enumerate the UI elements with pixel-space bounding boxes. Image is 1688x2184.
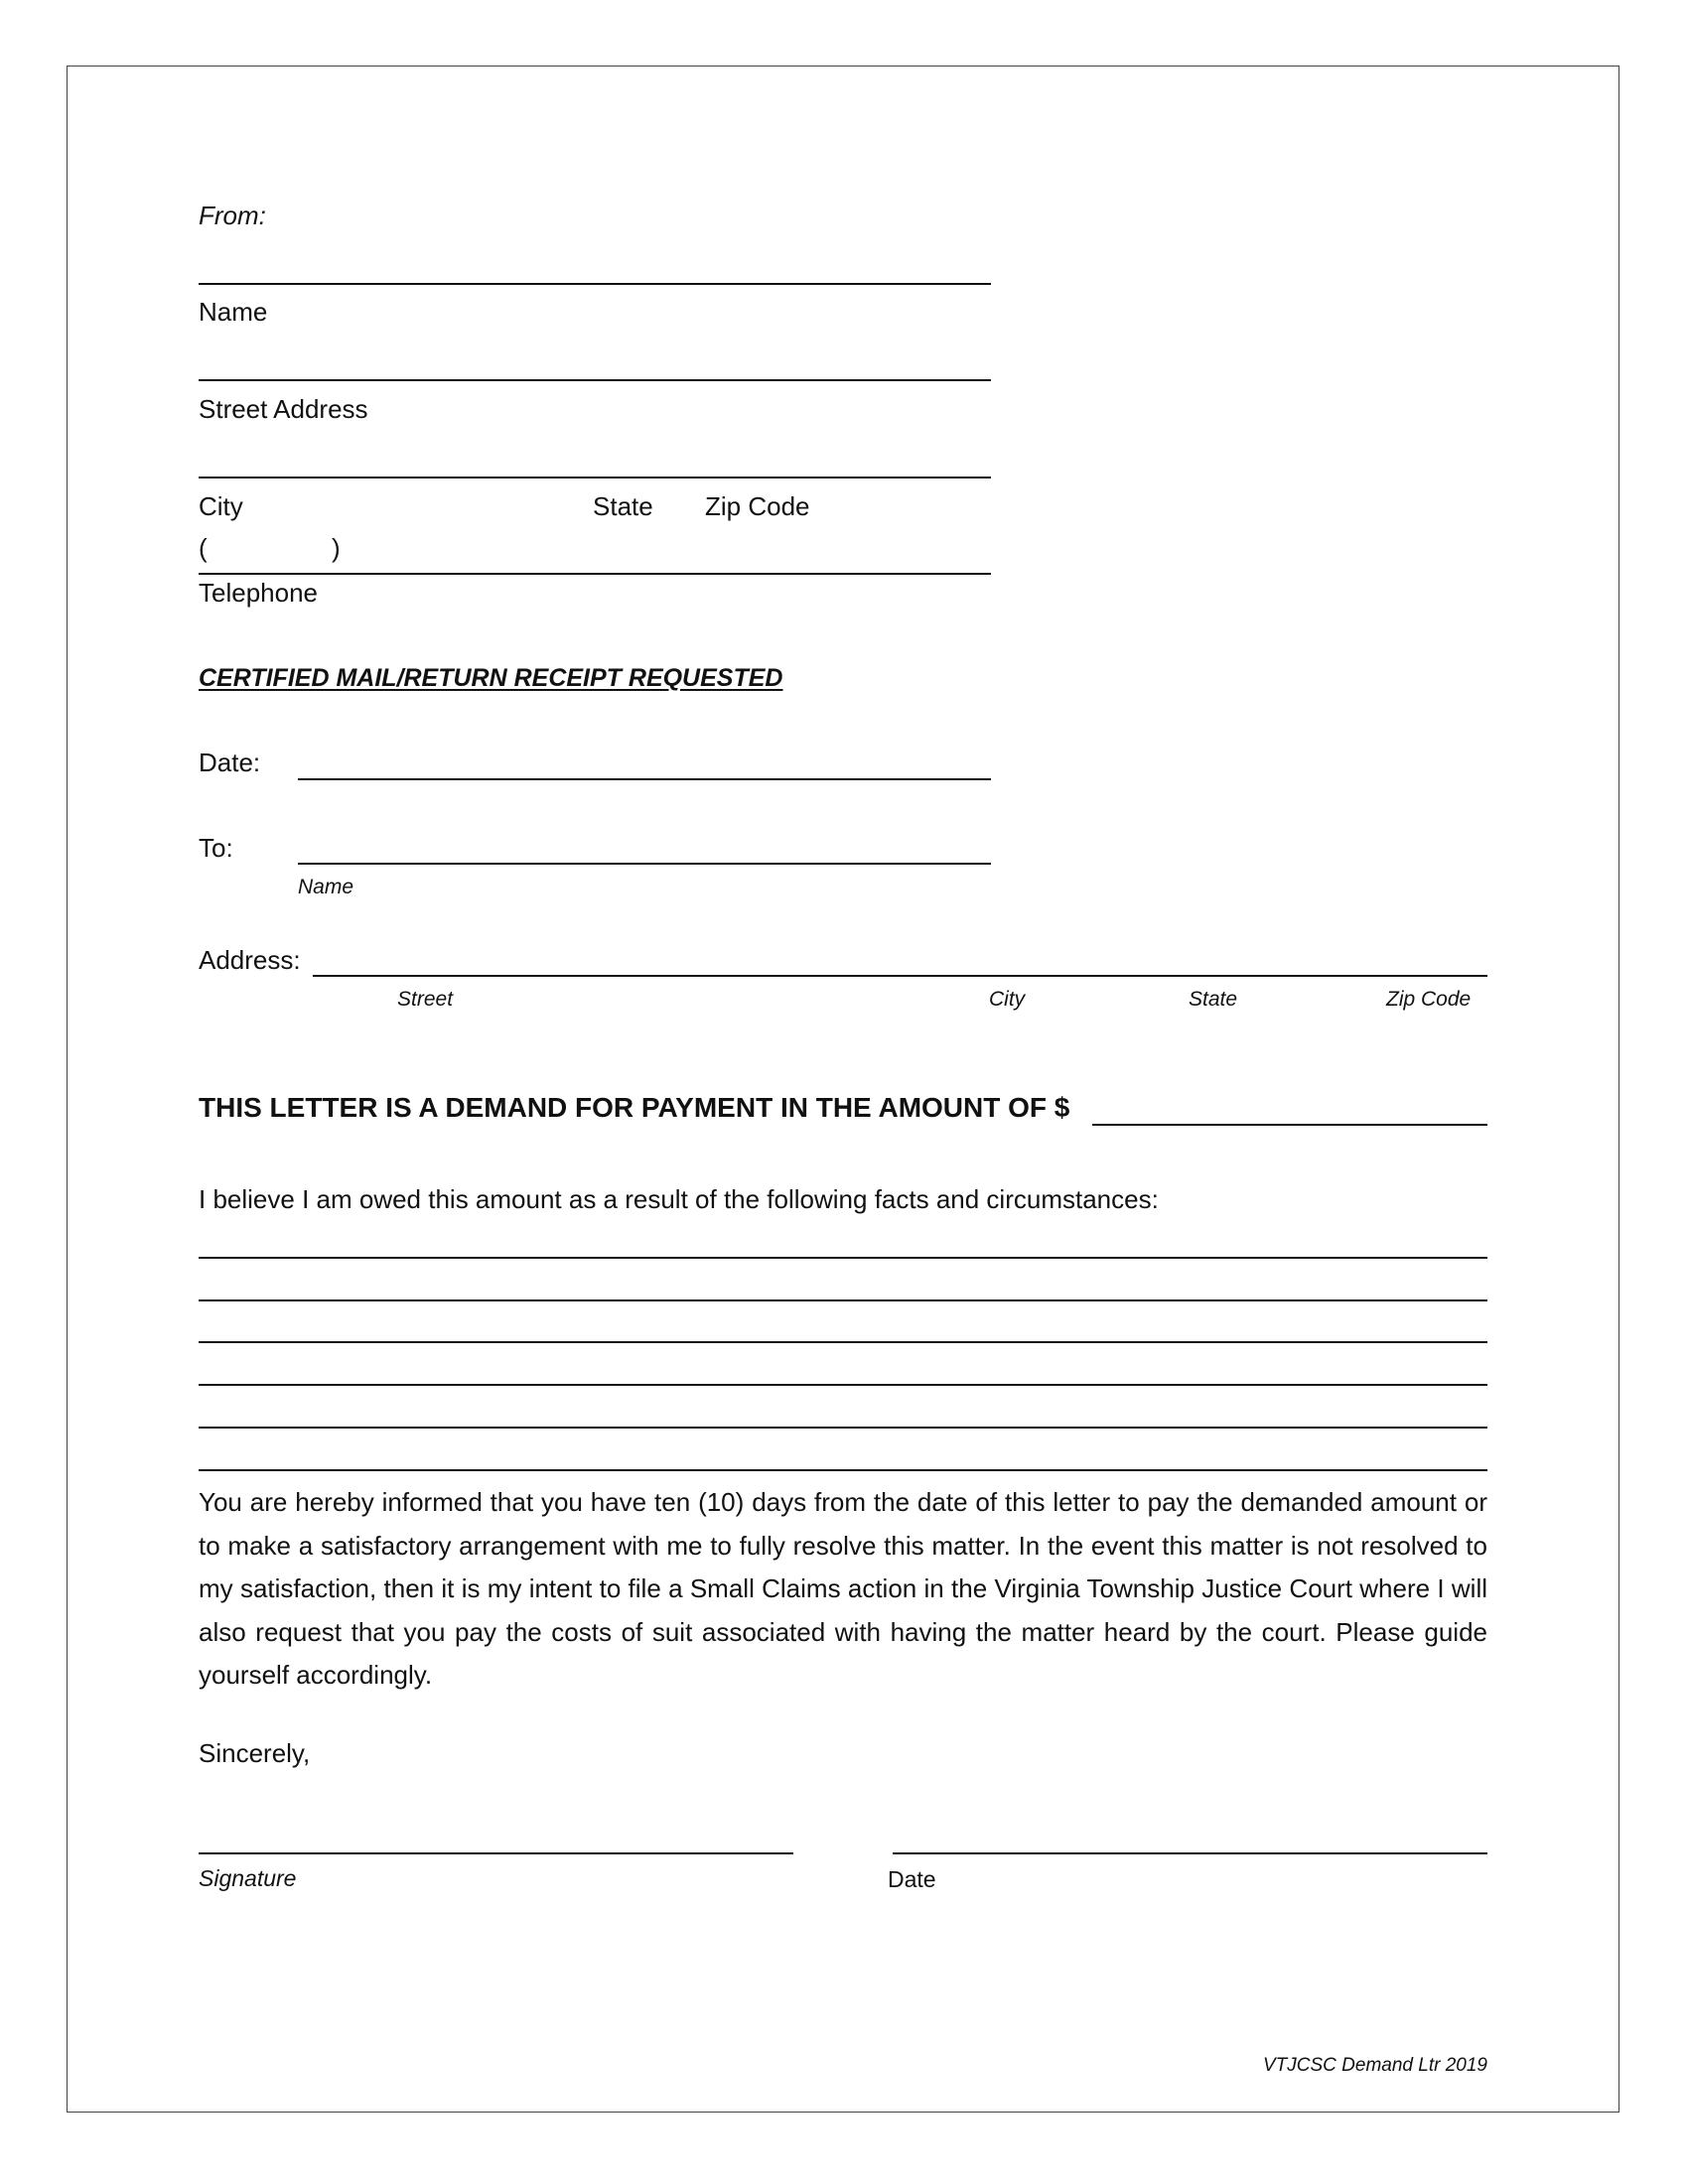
sender-zip-label: Zip Code: [705, 491, 810, 521]
sender-street-field[interactable]: [199, 379, 991, 381]
facts-line-6[interactable]: [199, 1469, 1487, 1471]
closing-salutation: Sincerely,: [199, 1738, 311, 1768]
sender-state-label: State: [593, 491, 653, 521]
demand-amount-field[interactable]: [1092, 1124, 1487, 1126]
sender-city-label: City: [199, 491, 243, 521]
sender-street-label: Street Address: [199, 394, 368, 424]
facts-intro: I believe I am owed this amount as a result of the following facts and circumstances:: [199, 1184, 1159, 1214]
recipient-name-field[interactable]: [298, 863, 991, 865]
signature-date-field[interactable]: [893, 1852, 1487, 1854]
sender-telephone-label: Telephone: [199, 578, 318, 608]
facts-line-2[interactable]: [199, 1299, 1487, 1301]
facts-line-5[interactable]: [199, 1427, 1487, 1429]
sender-city-state-zip-field[interactable]: [199, 477, 991, 478]
certified-mail-notice: CERTIFIED MAIL/RETURN RECEIPT REQUESTED: [199, 664, 783, 692]
recipient-address-field[interactable]: [313, 975, 1487, 977]
recipient-name-caption: Name: [298, 876, 354, 898]
signature-date-label: Date: [888, 1866, 936, 1892]
address-street-caption: Street: [397, 988, 454, 1011]
sender-telephone-field[interactable]: [199, 573, 991, 575]
facts-line-1[interactable]: [199, 1257, 1487, 1259]
demand-heading: THIS LETTER IS A DEMAND FOR PAYMENT IN THE AMOUNT OF $: [199, 1092, 1070, 1123]
area-code-close-paren: ): [332, 533, 341, 563]
address-label: Address:: [199, 945, 301, 975]
address-zip-caption: Zip Code: [1386, 988, 1472, 1011]
notice-paragraph: You are hereby informed that you have ten (10) days from the date of this letter to pay the demanded amount or to make a satisfactory arrangement with me to fully resolve this matter. In the event this matter is not resolved to my satisfaction, then it is my intent to file a Small Claims action in the Virginia Township Justice Court where I will also request that you pay the costs of suit associated with having the matter heard by the court. Please guide yourself accordingly.: [199, 1487, 1487, 1691]
facts-line-3[interactable]: [199, 1341, 1487, 1343]
letter-date-field[interactable]: [298, 778, 991, 780]
form-id-footer: VTJCSC Demand Ltr 2019: [1263, 2055, 1487, 2076]
signature-field[interactable]: [199, 1852, 793, 1854]
from-heading: From:: [199, 201, 266, 230]
address-state-caption: State: [1189, 988, 1238, 1011]
sender-name-field[interactable]: [199, 283, 991, 285]
page-border: [67, 66, 1619, 2113]
sender-name-label: Name: [199, 297, 268, 327]
area-code-open-paren: (: [199, 533, 208, 563]
to-label: To:: [199, 833, 233, 863]
date-label: Date:: [199, 748, 261, 777]
signature-label: Signature: [199, 1865, 297, 1891]
facts-line-4[interactable]: [199, 1384, 1487, 1386]
address-city-caption: City: [989, 988, 1026, 1011]
